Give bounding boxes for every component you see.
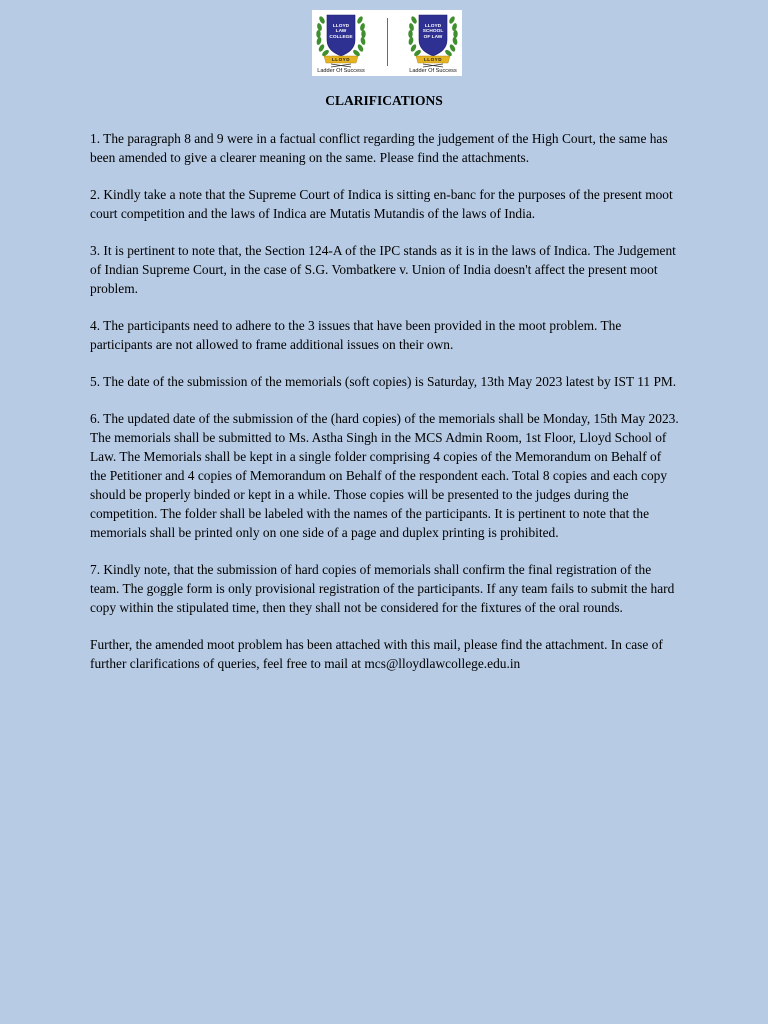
document-title: CLARIFICATIONS xyxy=(325,93,443,108)
logo-right-name-line-3: OF LAW xyxy=(423,34,443,40)
logo-left-name-line-1: LLOYD xyxy=(332,24,350,29)
clarification-4: 4. The participants need to adhere to the 3 issues that have been provided in the moot problem. The participants are not allowed to frame additional issues on their own. xyxy=(90,318,622,352)
laurel-crest-icon xyxy=(405,10,461,76)
document-body xyxy=(90,129,680,691)
logo-left-tagline: Ladder Of Success xyxy=(317,68,365,74)
clarification-6: 6. The updated date of the submission of the (hard copies) of the memorials shall be Monday, 15th May 2023. The memorials shall be submitted to Ms. Astha Singh in the MCS Admin Room, 1st Floor, Lloyd School of Law. The Memorials shall be kept in a single folder comprising 4 copies of the Memorandum on Behalf of the Petitioner and 4 copies of Memorandum on Behalf of the respondent each. Total 8 copies and each copy should be properly binded or kept in a while. Those copies will be presented to the judges during the competition. The folder shall be labeled with the names of the participants. It is pertinent to note that the memorials shall be printed only on one side of a page and duplex printing is prohibited. xyxy=(90,411,679,540)
logo-right-ribbon: LLOYD xyxy=(423,57,443,62)
clarification-5: 5. The date of the submission of the memorials (soft copies) is Saturday, 13th May 2023 latest by IST 11 PM. xyxy=(90,374,677,389)
logo-right-name-line-2: SCHOOL xyxy=(422,29,444,35)
header-logos xyxy=(312,10,462,76)
logo-right-name-line-1: LLOYD xyxy=(424,24,442,29)
lloyd-school-of-law-logo xyxy=(405,10,461,76)
logo-left-ribbon: LLOYD xyxy=(331,57,351,62)
closing-note: Further, the amended moot problem has been attached with this mail, please find the attachment. In case of further clarifications of queries, feel free to mail at mcs@lloydlawcollege.edu.in xyxy=(90,637,663,671)
clarification-7: 7. Kindly note, that the submission of hard copies of memorials shall confirm the final registration of the team. The goggle form is only provisional registration of the participants. If any team fails to submit the hard copy within the stipulated time, then they shall not be considered for the fixtures of the oral rounds. xyxy=(90,562,675,615)
clarification-3: 3. It is pertinent to note that, the Section 124-A of the IPC stands as it is in the laws of Indica. The Judgement of Indian Supreme Court, in the case of S.G. Vombatkere v. Union of India doesn't affect the present moot problem. xyxy=(90,243,676,296)
laurel-crest-icon xyxy=(313,10,369,76)
logo-divider xyxy=(387,18,388,66)
logo-left-name-line-3: COLLEGE xyxy=(329,34,353,40)
clarification-1: 1. The paragraph 8 and 9 were in a factual conflict regarding the judgement of the High Court, the same has been amended to give a clearer meaning on the same. Please find the attachments. xyxy=(90,131,668,165)
lloyd-law-college-logo xyxy=(313,10,369,76)
clarification-2: 2. Kindly take a note that the Supreme Court of Indica is sitting en-banc for the purposes of the present moot court competition and the laws of Indica are Mutatis Mutandis of the laws of India. xyxy=(90,187,673,221)
logo-right-tagline: Ladder Of Success xyxy=(409,68,457,74)
logo-left-name-line-2: LAW xyxy=(335,29,347,35)
